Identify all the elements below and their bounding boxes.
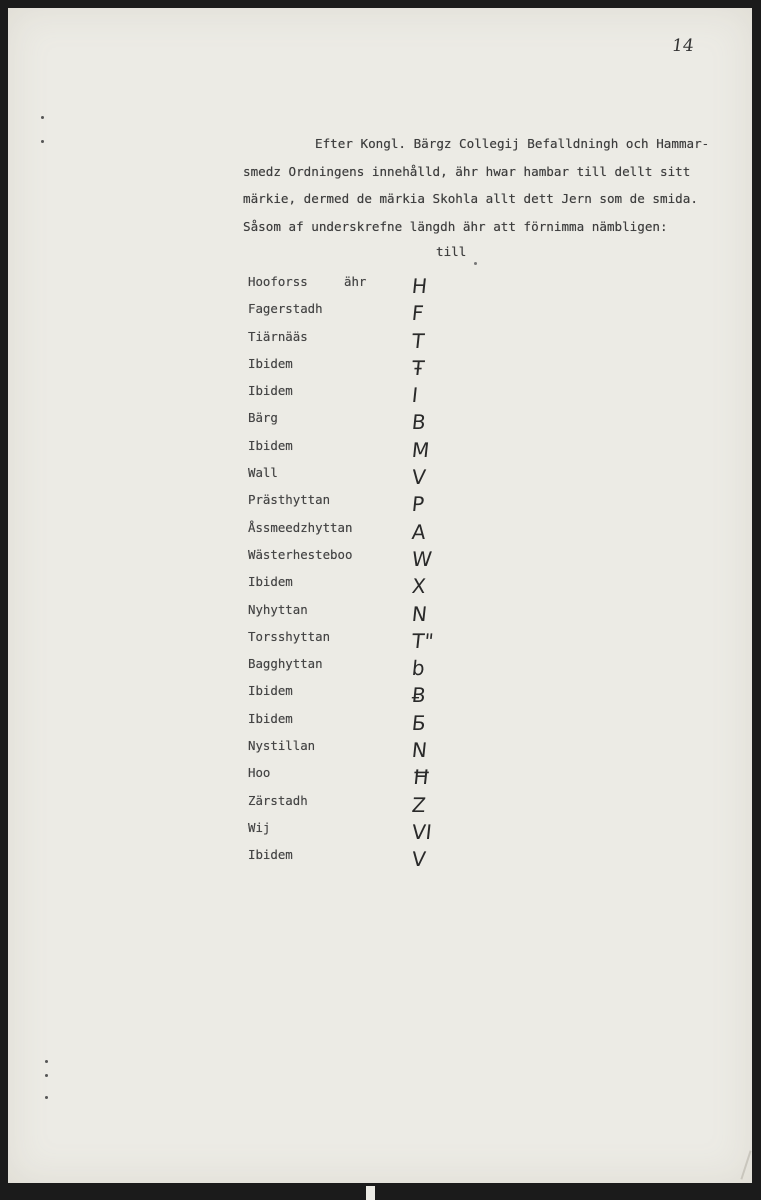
page-gap bbox=[366, 1186, 375, 1200]
list-row bbox=[248, 492, 488, 519]
place-name: Åssmeedzhyttan bbox=[248, 519, 353, 535]
iron-mark: V bbox=[410, 847, 427, 872]
paragraph-line: Såsom af underskrefne längdh ähr att förnimma nämbligen: bbox=[243, 218, 668, 234]
place-name: Ibidem bbox=[248, 683, 293, 699]
ahr-word: ähr bbox=[344, 274, 367, 289]
place-name: Ibidem bbox=[248, 437, 293, 453]
list-row bbox=[248, 629, 488, 656]
place-name: Nystillan bbox=[248, 738, 316, 754]
list-row bbox=[248, 574, 488, 601]
list-row bbox=[248, 356, 488, 383]
list-row bbox=[248, 547, 488, 574]
list-row bbox=[248, 520, 488, 547]
iron-mark: M bbox=[410, 437, 431, 462]
place-name: Ibidem bbox=[248, 574, 293, 590]
place-name: Prästhyttan bbox=[248, 492, 331, 508]
iron-mark: W bbox=[410, 546, 434, 571]
place-name: Tiärnääs bbox=[248, 328, 308, 344]
place-name: Ibidem bbox=[248, 355, 293, 371]
iron-mark: b bbox=[410, 656, 426, 681]
margin-dot bbox=[45, 1096, 48, 1099]
place-name: Wij bbox=[248, 819, 271, 835]
list-row bbox=[248, 383, 488, 410]
iron-mark: T bbox=[410, 328, 426, 353]
list-row bbox=[248, 738, 488, 765]
list-row bbox=[248, 410, 488, 437]
iron-mark: F bbox=[410, 301, 425, 326]
iron-mark: Ƀ bbox=[410, 683, 427, 708]
list-row bbox=[248, 656, 488, 683]
list-row bbox=[248, 765, 488, 792]
place-name: Bagghyttan bbox=[248, 656, 323, 672]
ink-speck bbox=[474, 262, 477, 265]
margin-dot bbox=[41, 140, 44, 143]
place-name: Torsshyttan bbox=[248, 628, 331, 644]
place-name: Fagerstadh bbox=[248, 301, 323, 317]
iron-mark: H bbox=[410, 274, 429, 298]
list-row bbox=[248, 683, 488, 710]
list-row bbox=[248, 847, 488, 874]
list-row bbox=[248, 602, 488, 629]
list-row bbox=[248, 438, 488, 465]
place-name: Nyhyttan bbox=[248, 601, 308, 617]
iron-mark: V bbox=[410, 465, 427, 490]
paragraph-line: märkie, dermed de märkia Skohla allt dett Jern som de smida. bbox=[243, 191, 698, 206]
intro-paragraph bbox=[243, 130, 753, 240]
iron-mark: VI bbox=[410, 819, 433, 844]
paragraph-line: Efter Kongl. Bärgz Collegij Befalldningh och Hammar- bbox=[315, 136, 710, 151]
place-name: Wästerhesteboo bbox=[248, 546, 353, 562]
iron-mark: B bbox=[410, 410, 427, 435]
list-row bbox=[248, 301, 488, 328]
list-row bbox=[248, 465, 488, 492]
place-name: Ibidem bbox=[248, 710, 293, 726]
place-name: Hooforss bbox=[248, 274, 308, 289]
place-name: Zärstadh bbox=[248, 792, 308, 808]
list-row bbox=[248, 793, 488, 820]
iron-mark: N bbox=[410, 601, 429, 626]
iron-mark: Z bbox=[410, 792, 427, 817]
iron-mark: T" bbox=[410, 628, 435, 653]
paragraph-line: smedz Ordningens innehålld, ähr hwar hambar till dellt sitt bbox=[243, 163, 691, 179]
iron-mark: X bbox=[410, 574, 427, 599]
list-row bbox=[248, 274, 488, 301]
mark-list bbox=[248, 274, 488, 875]
page-number: 14 bbox=[670, 36, 696, 56]
iron-mark: Ħ bbox=[410, 765, 432, 790]
iron-mark: P bbox=[410, 492, 426, 517]
margin-dot bbox=[45, 1074, 48, 1077]
list-row bbox=[248, 329, 488, 356]
iron-mark: A bbox=[410, 519, 427, 544]
margin-dot bbox=[41, 116, 44, 119]
iron-mark: N bbox=[410, 738, 429, 763]
iron-mark: Б bbox=[410, 710, 427, 735]
till-label: till bbox=[436, 244, 467, 259]
iron-mark: I bbox=[410, 383, 420, 408]
place-name: Hoo bbox=[248, 765, 271, 781]
list-row bbox=[248, 820, 488, 847]
place-name: Bärg bbox=[248, 410, 278, 426]
list-row bbox=[248, 711, 488, 738]
place-name: Ibidem bbox=[248, 847, 293, 863]
iron-mark: Ŧ bbox=[410, 355, 426, 380]
place-name: Ibidem bbox=[248, 383, 293, 399]
place-name: Wall bbox=[248, 465, 278, 481]
margin-dot bbox=[45, 1060, 48, 1063]
